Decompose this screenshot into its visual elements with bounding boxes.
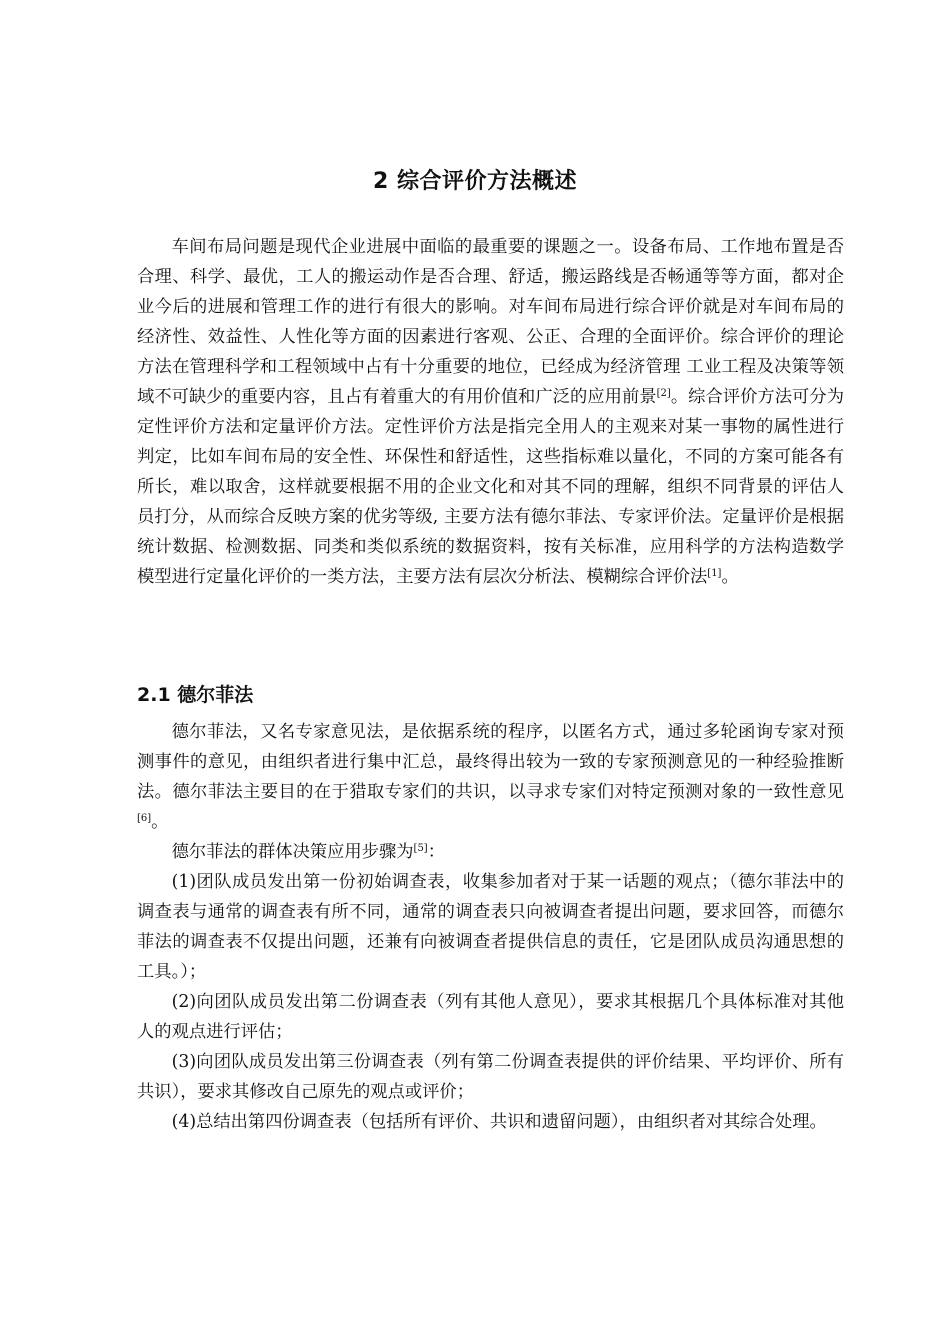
intro-text-part-1: 车间布局问题是现代企业进展中面临的最重要的课题之一。设备布局、工作地布置是否合理、科学、最优，工人的搬运动作是否合理、舒适，搬运路线是否畅通等等方面，都对企业今后的进展和管理工作的进行有很大的影响。对车间布局进行综合评价就是对车间布局的经济性、效益性、人性化等方面的因素进行客观、公正、合理的全面评价。综合评价的理论方法在管理科学和工程领域中占有十分重要的地位，已经成为经济管理 工业工程及决策等领域不可缺少的重要内容，且占有着重大的有用价值和广泛的应用前景 (137, 237, 844, 407)
intro-text-part-2: 。综合评价方法可分为定性评价方法和定量评价方法。定性评价方法是指完全用人的主观来对某一事物的属性进行判定，比如车间布局的安全性、环保性和舒适性，这些指标难以量化，不同的方案可能各有所长，难以取舍，这样就要根据不用的企业文化和对其不同的理解，组织不同背景的评估人员打分，从而综合反映方案的优劣等级, 主要方法有德尔菲法、专家评价法。定量评价是根据统计数据、检测数据、同类和类似系统的数据资料，按有关标准，应用科学的方法构造数学模型进行定量化评价的一类方法，主要方法有层次分析法、模糊综合评价法 (137, 387, 844, 587)
steps-intro-text: 德尔菲法的群体决策应用步骤为 (171, 842, 414, 862)
citation-ref: [5] (413, 843, 428, 854)
steps-intro-end: ： (427, 842, 446, 862)
definition-text: 德尔菲法，又名专家意见法，是依据系统的程序，以匿名方式，通过多轮函询专家对预测事件的意见，由组织者进行集中汇总，最终得出较为一致的专家预测意见的一种经验推断法。德尔菲法主要目的在于猎取专家们的共识，以寻求专家们对特定预测对象的一致性意见 (137, 722, 844, 802)
step-1-paragraph: (1)团队成员发出第一份初始调查表，收集参加者对于某一话题的观点；（德尔菲法中的调查表与通常的调查表有所不同，通常的调查表只向被调查者提出问题，要求回答，而德尔菲法的调查表不仅提出问题，还兼有向被调查者提供信息的责任，它是团队成员沟通思想的工具。）； (137, 872, 844, 982)
steps-intro-paragraph (137, 837, 844, 867)
intro-paragraph-block (137, 232, 844, 592)
step-4-paragraph: (4)总结出第四份调查表（包括所有评价、共识和遗留问题），由组织者对其综合处理。 (171, 1112, 827, 1132)
intro-paragraph (137, 232, 844, 592)
chapter-title: 2 综合评价方法概述 (373, 169, 577, 194)
step-2-paragraph: (2)向团队成员发出第二份调查表（列有其他人意见），要求其根据几个具体标准对其他人的观点进行评估； (137, 992, 844, 1042)
section-body (137, 717, 844, 1137)
citation-ref: [6] (137, 813, 152, 824)
citation-ref: [1] (707, 568, 722, 579)
citation-ref: [2] (656, 388, 671, 399)
intro-text-end: 。 (721, 567, 739, 587)
section-heading: 2.1 德尔菲法 (137, 684, 254, 706)
definition-end: 。 (151, 812, 169, 832)
step-3-paragraph: (3)向团队成员发出第三份调查表（列有第二份调查表提供的评价结果、平均评价、所有共识），要求其修改自己原先的观点或评价； (137, 1052, 844, 1102)
delphi-definition-paragraph (137, 717, 844, 837)
